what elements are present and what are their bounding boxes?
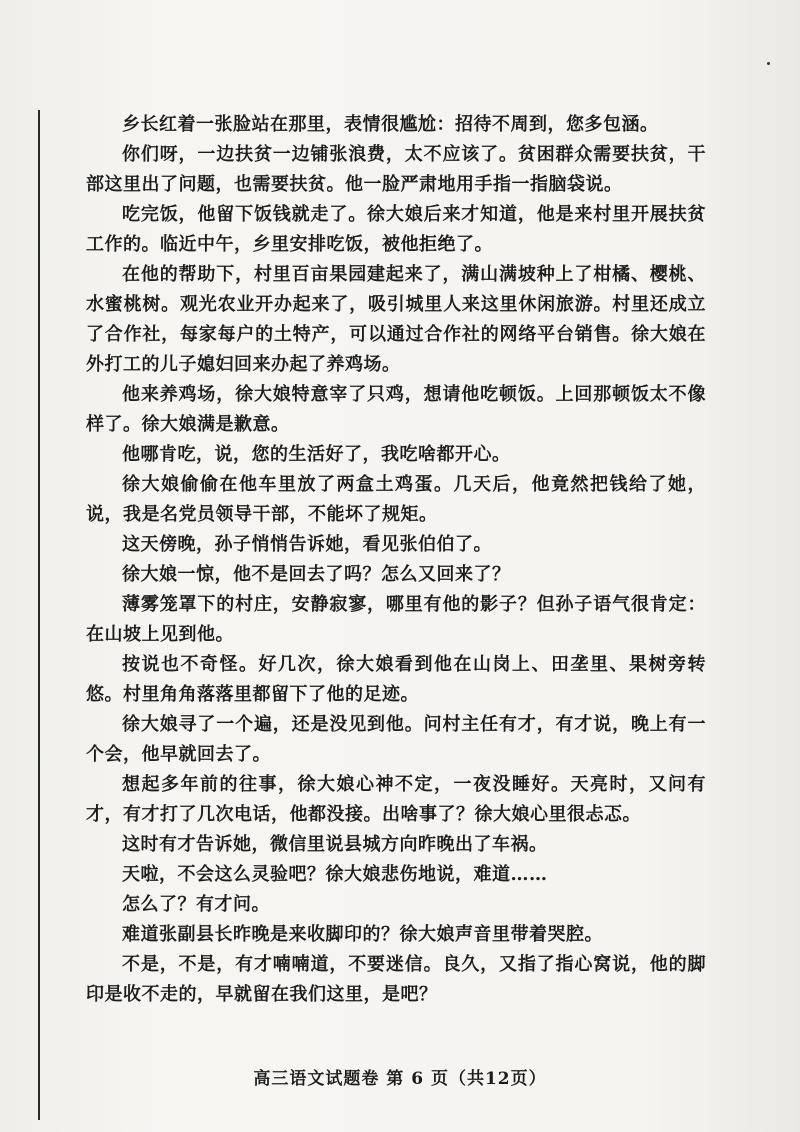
paragraph: 徐大娘偷偷在他车里放了两盒土鸡蛋。几天后，他竟然把钱给了她，说，我是名党员领导干部，不能坏了规矩。 <box>86 474 706 525</box>
binding-margin-line <box>38 110 40 1120</box>
paragraph: 天啦，不会这么灵验吧？徐大娘悲伤地说，难道…… <box>122 864 548 885</box>
paragraph: 你们呀，一边扶贫一边铺张浪费，太不应该了。贫困群众需要扶贫，干部这里出了问题，也需要扶贫。他一脸严肃地用手指一指脑袋说。 <box>86 144 706 195</box>
article-body <box>86 110 706 1010</box>
scan-speck <box>767 62 770 65</box>
paragraph: 这时有才告诉她，微信里说县城方向昨晚出了车祸。 <box>122 834 548 855</box>
paragraph: 这天傍晚，孙子悄悄告诉她，看见张伯伯了。 <box>122 534 492 555</box>
paragraph: 徐大娘寻了一个遍，还是没见到他。问村主任有才，有才说，晚上有一个会，他早就回去了。 <box>86 714 706 765</box>
paragraph: 想起多年前的往事，徐大娘心神不定，一夜没睡好。天亮时，又问有才，有才打了几次电话，他都没接。出啥事了？徐大娘心里很忐忑。 <box>86 774 706 825</box>
paragraph: 怎么了？有才问。 <box>122 894 270 915</box>
paragraph: 按说也不奇怪。好几次，徐大娘看到他在山岗上、田垄里、果树旁转悠。村里角角落落里都留下了他的足迹。 <box>86 654 706 705</box>
paragraph: 徐大娘一惊，他不是回去了吗？怎么又回来了？ <box>122 564 511 585</box>
paragraph: 他来养鸡场，徐大娘特意宰了只鸡，想请他吃顿饭。上回那顿饭太不像样了。徐大娘满是歉意。 <box>86 384 706 435</box>
page-footer: 高三语文试题卷 第 6 页（共12页） <box>253 1069 547 1089</box>
paragraph: 薄雾笼罩下的村庄，安静寂寥，哪里有他的影子？但孙子语气很肯定：在山坡上见到他。 <box>86 594 706 645</box>
paragraph: 吃完饭，他留下饭钱就走了。徐大娘后来才知道，他是来村里开展扶贫工作的。临近中午，乡里安排吃饭，被他拒绝了。 <box>86 204 706 255</box>
paragraph: 乡长红着一张脸站在那里，表情很尴尬：招待不周到，您多包涵。 <box>122 114 659 135</box>
paragraph: 不是，不是，有才喃喃道，不要迷信。良久，又指了指心窝说，他的脚印是收不走的，早就留在我们这里，是吧？ <box>86 954 706 1005</box>
paragraph: 在他的帮助下，村里百亩果园建起来了，满山满坡种上了柑橘、樱桃、水蜜桃树。观光农业开办起来了，吸引城里人来这里休闲旅游。村里还成立了合作社，每家每户的土特产，可以通过合作社的网络平台销售。徐大娘在外打工的儿子媳妇回来办起了养鸡场。 <box>86 264 706 375</box>
paragraph: 难道张副县长昨晚是来收脚印的？徐大娘声音里带着哭腔。 <box>122 924 603 945</box>
paragraph: 他哪肯吃，说，您的生活好了，我吃啥都开心。 <box>122 444 511 465</box>
